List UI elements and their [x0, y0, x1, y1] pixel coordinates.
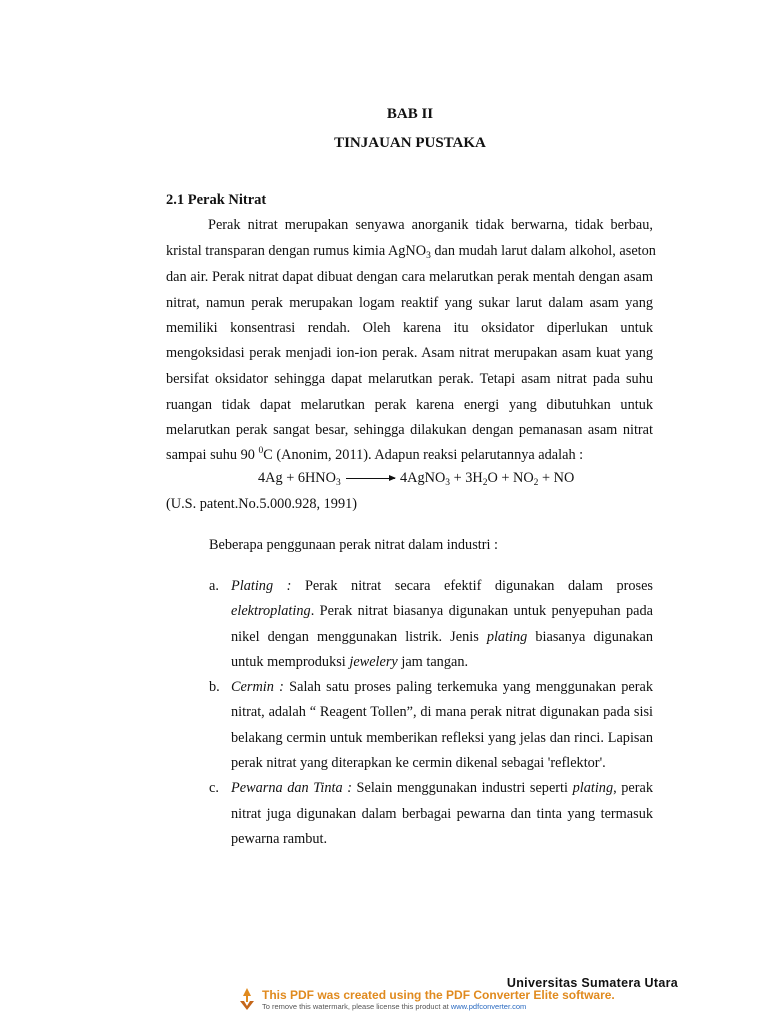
paragraph-line-10: sampai suhu 90 $^0$C (Anonim, 2011). Adapun reaksi pelarutannya adalah :: [166, 446, 584, 463]
paragraph-line-3: dan air. Perak nitrat dapat dibuat dengan cara melarutkan perak mentah dengan asam: [166, 269, 653, 285]
list-item-b-line-3: belakang cermin untuk memberikan refleksi yang jelas dan rinci. Lapisan: [231, 730, 653, 746]
paragraph-line-6: mengoksidasi perak menjadi ion-ion perak. Asam nitrat merupakan asam kuat yang: [166, 345, 653, 361]
citation: (U.S. patent.No.5.000.928, 1991): [166, 496, 358, 512]
chapter-title: TINJAUAN PUSTAKA: [334, 135, 486, 151]
list-item-c-line-1: Pewarna dan Tinta : Selain menggunakan industri seperti plating, perak: [231, 780, 653, 796]
paragraph-line-5: memiliki konsentrasi rendah. Oleh karena itu oksidator diperlukan untuk: [166, 320, 653, 336]
paragraph-line-2: kristal transparan dengan rumus kimia AgNO$_3$ dan mudah larut dalam alkohol, aseton: [166, 243, 656, 261]
uses-intro: Beberapa penggunaan perak nitrat dalam industri :: [209, 537, 499, 553]
list-item-b-line-1: Cermin : Salah satu proses paling terkemuka yang menggunakan perak: [231, 679, 653, 695]
list-marker-b: b.: [209, 679, 220, 695]
equation-reactants: $4Ag + 6HNO_3$: [258, 470, 341, 488]
footer-university: Universitas Sumatera Utara: [506, 976, 678, 990]
list-item-b-line-4: perak nitrat yang diterapkan ke cermin dikenal sebagai 'reflektor'.: [231, 755, 606, 771]
list-item-a-line-2: elektroplating. Perak nitrat biasanya digunakan untuk penyepuhan pada: [231, 603, 653, 619]
paragraph-line-8: ruangan tidak dapat melarutkan perak karena energi yang dibutuhkan untuk: [166, 397, 653, 413]
equation-products: 4AgNO$_3$ + $3H_2O + NO_2$ + NO: [400, 470, 575, 488]
watermark-line-2: To remove this watermark, please license this product at www.pdfconverter.com: [262, 1002, 527, 1011]
paragraph-line-9: melarutkan perak sangat besar, sehingga dilakukan dengan pemanasan asam nitrat: [166, 422, 653, 438]
list-item-c-line-2: nitrat juga digunakan dalam berbagai pewarna dan tinta yang termasuk: [231, 806, 653, 822]
list-item-b-line-2: nitrat, adalah “ Reagent Tollen”, di mana perak nitrat digunakan pada sisi: [231, 704, 653, 720]
chapter-heading: BAB II: [386, 106, 434, 122]
watermark-link[interactable]: www.pdfconverter.com: [450, 1002, 527, 1011]
pdf-converter-logo-icon: [237, 987, 257, 1011]
list-item-a-line-1: Plating : Perak nitrat secara efektif digunakan dalam proses: [231, 578, 653, 594]
paragraph-line-4: nitrat, namun perak merupakan logam reaktif yang sukar larut dalam asam yang: [166, 295, 653, 311]
section-title: 2.1 Perak Nitrat: [166, 192, 267, 208]
reaction-arrow-icon: [346, 478, 395, 479]
watermark-line-1: This PDF was created using the PDF Converter Elite software.: [262, 988, 615, 1002]
list-marker-a: a.: [209, 578, 219, 594]
paragraph-line-7: bersifat oksidator sehingga dapat melarutkan perak. Tetapi asam nitrat pada suhu: [166, 371, 653, 387]
list-marker-c: c.: [209, 780, 219, 796]
list-item-a-line-4: untuk memproduksi jewelery jam tangan.: [231, 654, 469, 670]
paragraph-line-1: Perak nitrat merupakan senyawa anorganik tidak berwarna, tidak berbau,: [208, 217, 653, 233]
list-item-c-line-3: pewarna rambut.: [231, 831, 328, 847]
list-item-a-line-3: nikel dengan menggunakan listrik. Jenis plating biasanya digunakan: [231, 629, 653, 645]
